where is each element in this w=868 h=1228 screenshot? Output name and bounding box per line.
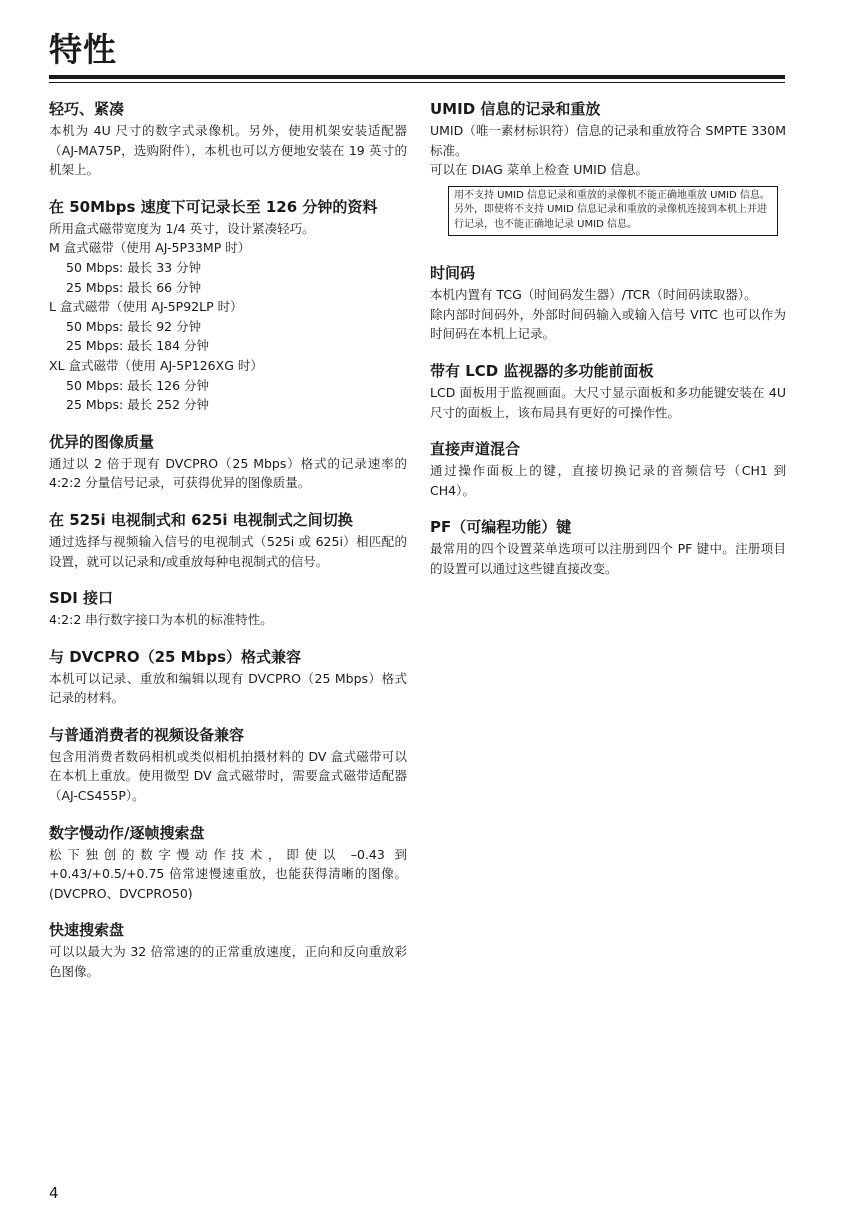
section-title: 与 DVCPRO（25 Mbps）格式兼容: [49, 647, 302, 666]
section-image-quality: [49, 431, 407, 493]
section-text: LCD 面板用于监视画面。大尺寸显示面板和多功能键安装在 4U 尺寸的面板上，该布局具有更好的可操作性。: [430, 385, 786, 420]
section-compact: [49, 98, 407, 180]
section-slow-motion: [49, 822, 407, 904]
section-text: 除内部时间码外，外部时间码输入或输入信号 VITC 也可以作为时间码在本机上记录。: [430, 306, 786, 342]
section-text: 本机可以记录、重放和编辑以现有 DVCPRO（25 Mbps）格式记录的材料。: [49, 670, 407, 706]
cassette-spec: 50 Mbps: 最长 126 分钟: [66, 377, 210, 393]
section-text: 通过操作面板上的键，直接切换记录的音频信号（CH1 到 CH4）。: [430, 463, 786, 498]
section-umid: [430, 98, 786, 236]
section-text: 包含用消费者数码相机或类似相机拍摄材料的 DV 盒式磁带可以在本机上重放。使用微型 DV 盒式磁带时，需要盒式磁带适配器（AJ-CS455P）。: [49, 748, 407, 804]
section-text: 本机为 4U 尺寸的数字式录像机。另外，使用机架安装适配器（AJ-MA75P，选购附件），本机也可以方便地安装在 19 英寸的机架上。: [49, 123, 407, 178]
cassette-label: XL 盒式磁带（使用 AJ-5P126XG 时）: [49, 357, 263, 373]
notice-text: 用不支持 UMID 信息记录和重放的录像机不能正确地重放 UMID 信息。: [454, 189, 770, 201]
section-title: 在 525i 电视制式和 625i 电视制式之间切换: [49, 510, 353, 529]
section-text: 可以以最大为 32 倍常速的的正常重放速度，正向和反向重放彩色图像。: [49, 944, 407, 980]
section-text: 通过选择与视频输入信号的电视制式（525i 或 625i）相匹配的设置，就可以记录和/或重放每种电视制式的信号。: [49, 533, 407, 569]
section-title: 轻巧、紧凑: [49, 100, 125, 118]
section-pf-keys: [430, 516, 786, 578]
section-title: 直接声道混合: [430, 440, 521, 459]
section-text: 4:2:2 串行数字接口为本机的标准特性。: [49, 612, 273, 628]
section-text: 通过以 2 倍于现有 DVCPRO（25 Mbps）格式的记录速率的 4:2:2 分量信号记录，可获得优异的图像质量。: [49, 455, 407, 491]
section-title: 时间码: [430, 264, 476, 283]
section-title: 优异的图像质量: [49, 432, 155, 451]
section-text: UMID（唯一素材标识符）信息的记录和重放符合 SMPTE 330M 标准。: [430, 123, 786, 158]
section-text: 最常用的四个设置菜单选项可以注册到四个 PF 键中。注册项目的设置可以通过这些键直接改变。: [430, 541, 786, 577]
section-title: PF（可编程功能）键: [430, 518, 572, 537]
page-number: 4: [49, 1184, 59, 1202]
section-title: 在 50Mbps 速度下可记录长至 126 分钟的资料: [49, 197, 378, 216]
section-fast-search: [49, 919, 407, 981]
cassette-spec: 50 Mbps: 最长 33 分钟: [66, 259, 202, 275]
section-audio-mix: [430, 438, 786, 500]
section-lcd-panel: [430, 360, 786, 422]
cassette-spec: 25 Mbps: 最长 252 分钟: [66, 397, 210, 413]
cassette-spec: 25 Mbps: 最长 66 分钟: [66, 279, 202, 295]
title-rule-thick: [49, 75, 785, 79]
section-title: 快速搜索盘: [49, 921, 125, 940]
section-timecode: [430, 262, 786, 344]
title-rule-thin: [49, 82, 785, 83]
cassette-label: M 盒式磁带（使用 AJ-5P33MP 时）: [49, 240, 251, 256]
cassette-spec: 25 Mbps: 最长 184 分钟: [66, 338, 210, 354]
page-title: 特性: [49, 30, 117, 69]
section-title: 与普通消费者的视频设备兼容: [49, 725, 245, 744]
notice-box: [448, 186, 778, 237]
section-title: 带有 LCD 监视器的多功能前面板: [430, 362, 654, 381]
section-dvcpro-compat: [49, 646, 407, 708]
section-title: 数字慢动作/逐帧搜索盘: [49, 823, 205, 842]
cassette-spec: 50 Mbps: 最长 92 分钟: [66, 318, 202, 334]
section-title: UMID 信息的记录和重放: [430, 100, 601, 118]
right-column: [430, 98, 786, 595]
section-text: 本机内置有 TCG（时间码发生器）/TCR（时间码读取器）。: [430, 287, 757, 303]
section-tv-system: [49, 509, 407, 571]
cassette-label: L 盒式磁带（使用 AJ-5P92LP 时）: [49, 299, 243, 315]
left-column: [49, 98, 407, 998]
section-text: 松下独创的数字慢动作技术，即使以 –0.43 到 +0.43/+0.5/+0.75 倍常速慢速重放，也能获得清晰的图像。(DVCPRO、DVCPRO50): [49, 846, 407, 901]
section-sdi: [49, 587, 407, 630]
notice-text: 另外，即使将不支持 UMID 信息记录和重放的录像机连接到本机上并进行记录，也不能正确地记录 UMID 信息。: [454, 204, 767, 230]
section-recording-time: [49, 196, 407, 415]
section-text: 可以在 DIAG 菜单上检查 UMID 信息。: [430, 162, 648, 178]
section-consumer-compat: [49, 724, 407, 806]
section-title: SDI 接口: [49, 589, 114, 608]
section-intro: 所用盒式磁带宽度为 1/4 英寸，设计紧凑轻巧。: [49, 220, 315, 236]
